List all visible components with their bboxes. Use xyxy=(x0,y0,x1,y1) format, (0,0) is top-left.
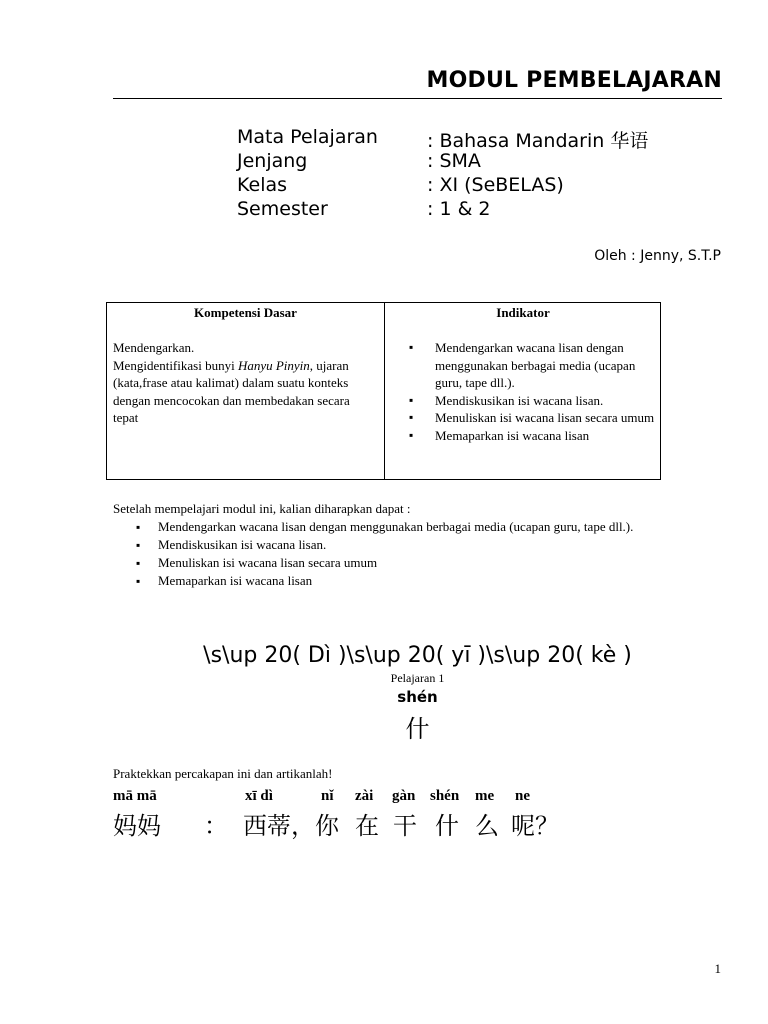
lesson-pinyin: shén xyxy=(397,688,438,706)
objective-item: ▪ Memaparkan isi wacana lisan xyxy=(113,572,633,590)
pinyin-word: xī dì xyxy=(245,788,273,804)
meta-value: : 1 & 2 xyxy=(427,198,491,220)
practice-instruction: Praktekkan percakapan ini dan artikanlah! xyxy=(113,766,333,781)
meta-label: Jenjang xyxy=(237,150,308,172)
hanzi-word: 什 xyxy=(435,812,459,840)
indikator-item: ▪ Memaparkan isi wacana lisan xyxy=(399,427,661,445)
hanzi-word: 在 xyxy=(355,812,379,840)
pinyin-word: nǐ xyxy=(321,788,334,804)
hanzi-word: 西蒂，你 xyxy=(243,812,339,840)
objectives-list xyxy=(113,518,633,590)
lesson-field-code: \s\up 20( Dì )\s\up 20( yī )\s\up 20( kè ) xyxy=(203,643,632,668)
objective-item: ▪ Menuliskan isi wacana lisan secara umum xyxy=(113,554,633,572)
meta-value: : XI (SeBELAS) xyxy=(427,174,564,196)
kompetensi-line: Mendengarkan. xyxy=(113,340,195,355)
pinyin-word: me xyxy=(475,788,495,804)
kompetensi-text: Mengidentifikasi bunyi xyxy=(113,357,238,373)
pinyin-word: zài xyxy=(355,788,374,804)
meta-value: : SMA xyxy=(427,150,481,172)
hanzi-word: 呢？ xyxy=(511,812,559,840)
kompetensi-cell xyxy=(113,339,375,427)
objective-item: ▪ Mendiskusikan isi wacana lisan. xyxy=(113,536,633,554)
pinyin-word: shén xyxy=(430,788,460,804)
kompetensi-paragraph xyxy=(113,357,375,427)
pinyin-word: ne xyxy=(515,788,530,804)
meta-value: : Bahasa Mandarin 华语 xyxy=(427,130,649,152)
competency-table xyxy=(106,302,661,480)
lesson-label: Pelajaran 1 xyxy=(390,671,445,685)
indikator-list xyxy=(399,339,661,444)
pinyin-word: mā mā xyxy=(113,788,157,804)
module-title: MODUL PEMBELAJARAN xyxy=(426,68,722,93)
lesson-hanzi: 什 xyxy=(405,715,430,743)
author-credit: Oleh : Jenny, S.T.P xyxy=(594,248,721,264)
meta-label: Kelas xyxy=(237,174,288,196)
table-header-kompetensi: Kompetensi Dasar xyxy=(194,305,297,320)
hanzi-word: 干 xyxy=(393,812,417,840)
meta-label: Mata Pelajaran xyxy=(237,126,378,148)
indikator-item: ▪ Mendiskusikan isi wacana lisan. xyxy=(399,392,661,410)
objectives-intro: Setelah mempelajari modul ini, kalian diharapkan dapat : xyxy=(113,501,411,516)
kompetensi-italic-term: Hanyu Pinyin xyxy=(237,357,310,373)
meta-label: Semester xyxy=(237,198,328,220)
indikator-item: ▪ Mendengarkan wacana lisan dengan menggunakan berbagai media (ucapan guru, tape dll.). xyxy=(399,339,661,392)
table-header-indikator: Indikator xyxy=(496,305,550,320)
title-rule xyxy=(113,98,722,99)
kompetensi-text: , ujaran (kata,frase atau kalimat) dalam suatu konteks dengan mencocokan dan membedakan secara tepat xyxy=(113,357,350,425)
hanzi-colon: ： xyxy=(204,812,228,840)
hanzi-word: 妈妈 xyxy=(113,812,161,840)
hanzi-word: 么 xyxy=(475,812,499,840)
table-column-divider xyxy=(384,303,385,479)
pinyin-word: gàn xyxy=(392,788,416,804)
indikator-item: ▪ Menuliskan isi wacana lisan secara umum xyxy=(399,409,661,427)
objective-item: ▪ Mendengarkan wacana lisan dengan menggunakan berbagai media (ucapan guru, tape dll.). xyxy=(113,518,633,536)
page-number: 1 xyxy=(714,961,721,976)
